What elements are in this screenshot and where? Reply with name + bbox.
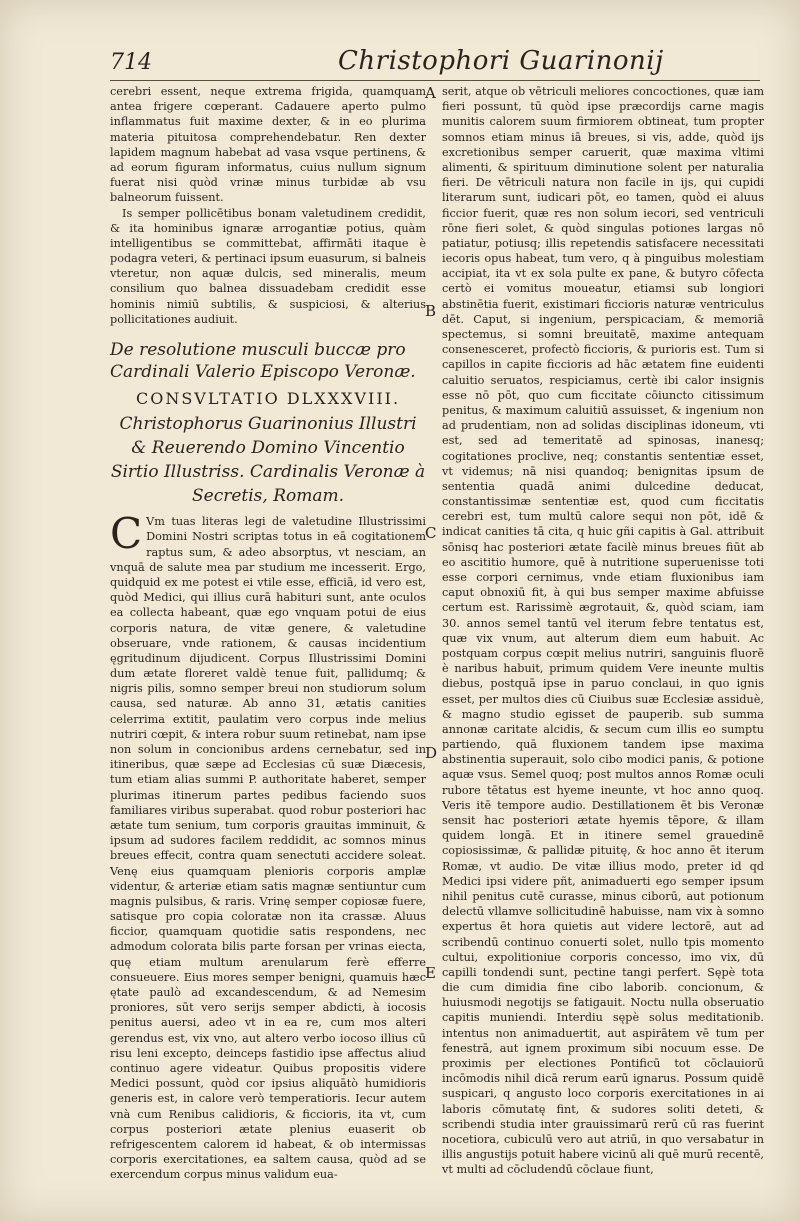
margin-letter-a: A [425,84,436,102]
left-column [110,84,426,1182]
margin-letter-e: E [425,964,436,982]
left-paragraph-2: Is semper pollicētibus bonam valetudinem credidit, & ita hominibus ignaræ arrogantiæ potius, quàm intelligentibus se committebat, affirmāti itaque è podagra veteri, & pertinaci ipsum euasurum, si balneis vteretur, non aquæ dulcis, sed mineralis, meum consilium quo balnea dissuadebam credidit esse hominis nimiū subtilis, & suspiciosi, & alterius pollicitationes audiuit. [110,206,426,326]
consultatio-heading: CONSVLTATIO DLXXXVIII. [135,389,401,408]
addressee-line: Christophorus Guarinonius Illustri & Reuerendo Domino Vincentio Sirtio Illustriss. Cardinalis Veronæ à Secretis, Romam. [110,414,426,507]
running-title: Christophori Guarinonij [338,46,664,76]
right-column [442,84,764,1178]
page-header [110,46,760,84]
page-number: 714 [110,50,152,75]
right-paragraph-1: serit, atque ob vētriculi meliores concoctiones, quæ iam fieri possunt, tū quòd ipse præcordijs carne magis munitis calorem suum firmiorem obtineat, tum propter somnos etiam minus iā breues, si vis, adde, quòd ijs excretionibus semper caruerit, quæ maxima vltimi alimenti, & spirituum diminutione solent per naturalia fieri. De vētriculi natura non facile in ijs, qui cupidi literarum sunt, iudicari pōt, eo tamen, quòd ei aluus ficcior fuerit, quæ res non solum iecori, sed ventriculi rōne fieri solet, & quòd singulas potiones largas nō patiatur, potiusq; illis repetendis satisfacere necessitati iecoris opus habeat, tum vero, q à pinguibus molestiam accipiat, ita vt ex sola pulte ex pane, & butyro cōfecta certò ei vomitus moueatur, etiamsi sub longiori abstinētia fuerit, existimari ficcioris naturæ ventriculus dēt. Caput, si ingenium, perspicaciam, & memoriā spectemus, si somni breuitatē, maxime antequam consenesceret, profectò ficcioris, & purioris est. Tum si capillos in capite ficcioris ad hāc ætatem fine euidenti caluitio seruatos, respiciamus, certè ibi calor insignis esse nō pōt, quo cum ficcitate cōiuncto citissimum penitus, & maximum caluitiū assuisset, & ingenium non ad prudentiam, non ad solidas disciplinas idoneum, vti est, sed ad temeritatē ad spinosas, inanesq; cogitationes proclive, neq; constantis sententiæ esset, vt videmus; nā nisi quandoq; benignitas ipsum de sententia quadā animi dulcedine deducat, constantissimæ sententiæ est, quod cum ficcitatis cerebri est, tum multū calore sequi non pōt, idē & indicat canities tā cita, q huic gñi capitis à Gal. attribuit sōnisq hac posteriori ætate facilè minus breues fiūt ab eo ascititio humore, quē à nutritione superuenisse toti esse corpori cernimus, vnde etiam fluxionibus iam caput obnoxiū fit, à qui bus semper maxime abfuisse certum est. Rarissimè ægrotauit, &, quòd sciam, iam 30. annos semel tantū vel iterum febre tentatus est, quæ vix vnum, aut alterum diem eum habuit. Ac postquam corpus cœpit melius nutriri, sanguinis fluorē è naribus habuit, primum quidem Vere ineunte multis diebus, postquā ipse in paruo conclaui, in quo ignis esset, per multos dies cū Ciuibus suæ Ecclesiæ assiduè, & magno studio egisset de pauperib. sub summa annonæ caritate alcidis, & secum cum illis eo sumptu partiendo, quā fluxionem tandem ipse maxima abstinentia superauit, solo cibo modici panis, & potione aquæ vsus. Semel quoq; post multos annos Romæ oculi rubore tētatus est hyeme ineunte, vt hoc anno quoq. Veris itē tempore audio. Destillationem ēt bis Veronæ sensit hac posteriori ætate hyemis tēpore, & illam quidem longā. Et in itinere semel grauedinē copiosissimæ, & pallidæ pituitę, & hoc anno ēt iterum Romæ, vt audio. De vitæ illius modo, preter id qd Medici ipsi videre pñt, animaduerti ego semper ipsum nihil penitus cutē curasse, minus ciborū, aut potionum delectū vllamve sollicitudinē habuisse, nam vix à somno expertus ēt hora quietis aut videre lectorē, aut ad scribendū continuo conuerti solet, nullo tpis momento cultui, expolitioniue corporis concesso, imo vix, dū capilli tondendi sunt, pectine tangi perfert. Sępè tota die cum dimidia fine cibo laborib. concionum, & huiusmodi negotijs se fatigauit. Noctu nulla obseruatio capitis muniendi. Interdiu sępè solus meditationib. intentus non animaduertit, aut aspirātem vē tum per fenestrā, aut ignem proximum sibi nocuum esse. De proximis per electiones Pontificū tot cōclauiorū incōmodis nihil dicā rerum earū ignarus. Possum quidē suspicari, q angusto loco corporis exercitationes in ai laboris cōmutatę fint, & sudores soliti deteti, & scribendi studia inter grauissimarū rerū cū ras fuerint nocetiora, cubiculū vero aut atriū, in quo versabatur in illis angustijs potuit habere vicinū ali quē murū recentē, vt multi ad cōcludendū cōclaue fiunt, [442,85,764,1177]
left-paragraph-3 [110,509,426,1182]
drop-cap: C [110,509,143,559]
left-paragraph-1: cerebri essent, neque extrema frigida, quamquam antea frigere cœperant. Cadauere aperto pulmo inflammatus fuit maxime dexter, & in eo plurima materia pituitosa comprehendebatur. Ren dexter lapidem magnum habebat ad vasa vsque pertinens, & ad eorum figuram informatus, cuius nullum signum fuerat nisi quòd vrinæ minus turbidæ ab vsu balneorum fuissent. [110,85,426,205]
left-paragraph-3-text: Vm tuas literas legi de valetudine Illustrissimi Domini Nostri scriptas totus in eā cogitationem raptus sum, & adeo absorptus, vt nesciam, an vnquā de salute mea par studium me incesserit. Ergo, quidquid ex me potest ei vtile esse, efficiā, id vero est, quòd Medici, qui illius curā habituri sunt, ante oculos ea collecta habeant, quæ ego vnquam potui de eius corporis natura, de vitæ genere, & valetudine obseruare, vnde rationem, & causas incidentium ęgritudinum dijudicent. Corpus Illustrissimi Domini dum ætate floreret valdè tenue fuit, pallidumq; & nigris pilis, somno semper breui non studiorum solum causa, sed naturæ. Ab anno 31, ætatis canities celerrima extitit, paulatim vero corpus inde melius nutriri cœpit, & intera robur suum retinebat, nam ipse non solum in concionibus ardens cernebatur, sed in itineribus, quæ sæpe ad Ecclesias cū suæ Diæcesis, tum etiam alias summi P. authoritate haberet, semper plurimas itinerum partes pedibus faciendo suos familiares viribus superabat. quod robur posteriori hac ætate tum senium, tum corporis grauitas imminuit, & ipsum ad sudores facilem reddidit, ac somnos minus breues effecit, contra quam senectuti accidere soleat. Venę eius quamquam plenioris corporis amplæ videntur, & arteriæ etiam satis magnæ sentiuntur cum magnis pulsibus, & raris. Vrinę semper copiosæ fuere, satisque pro copia coloratæ non ita crassæ. Aluus ficcior, quamquam quotidie satis respondens, nec admodum colorata bilis parte forsan per vrinas eiecta, quę etiam multum arenularum ferè efferre consueuere. Eius mores semper benigni, quamuis hæc ętate paulò ad excandescendum, & ad Nemesim proniores, sūt vero serijs semper abdicti, à iocosis penitus auersi, adeo vt in ea re, cum mos alteri gerendus est, vix vno, aut altero verbo iocoso illius cū risu leni excepto, deinceps fastidio ipse affectus aliud continuo agere videatur. Quibus propositis videre Medici possunt, quòd cor ipsius aliquātò humidioris generis est, in calore verò temperatioris. Iecur autem vnà cum Renibus calidioris, & ficcioris, ita vt, cum corpus posteriori ætate plenius euaserit ob refrigescentem calorem id habeat, & ob intermissas corporis exercitationes, ea saltem causa, quòd ad se exercendum corpus minus validum eua- [110,515,426,1182]
margin-letter-b: B [425,302,437,320]
margin-letter-c: C [425,524,437,542]
margin-letter-d: D [425,744,438,762]
section-title: De resolutione musculi buccæ pro Cardinali Valerio Episcopo Veronæ. [110,340,416,382]
header-rule [110,80,760,81]
